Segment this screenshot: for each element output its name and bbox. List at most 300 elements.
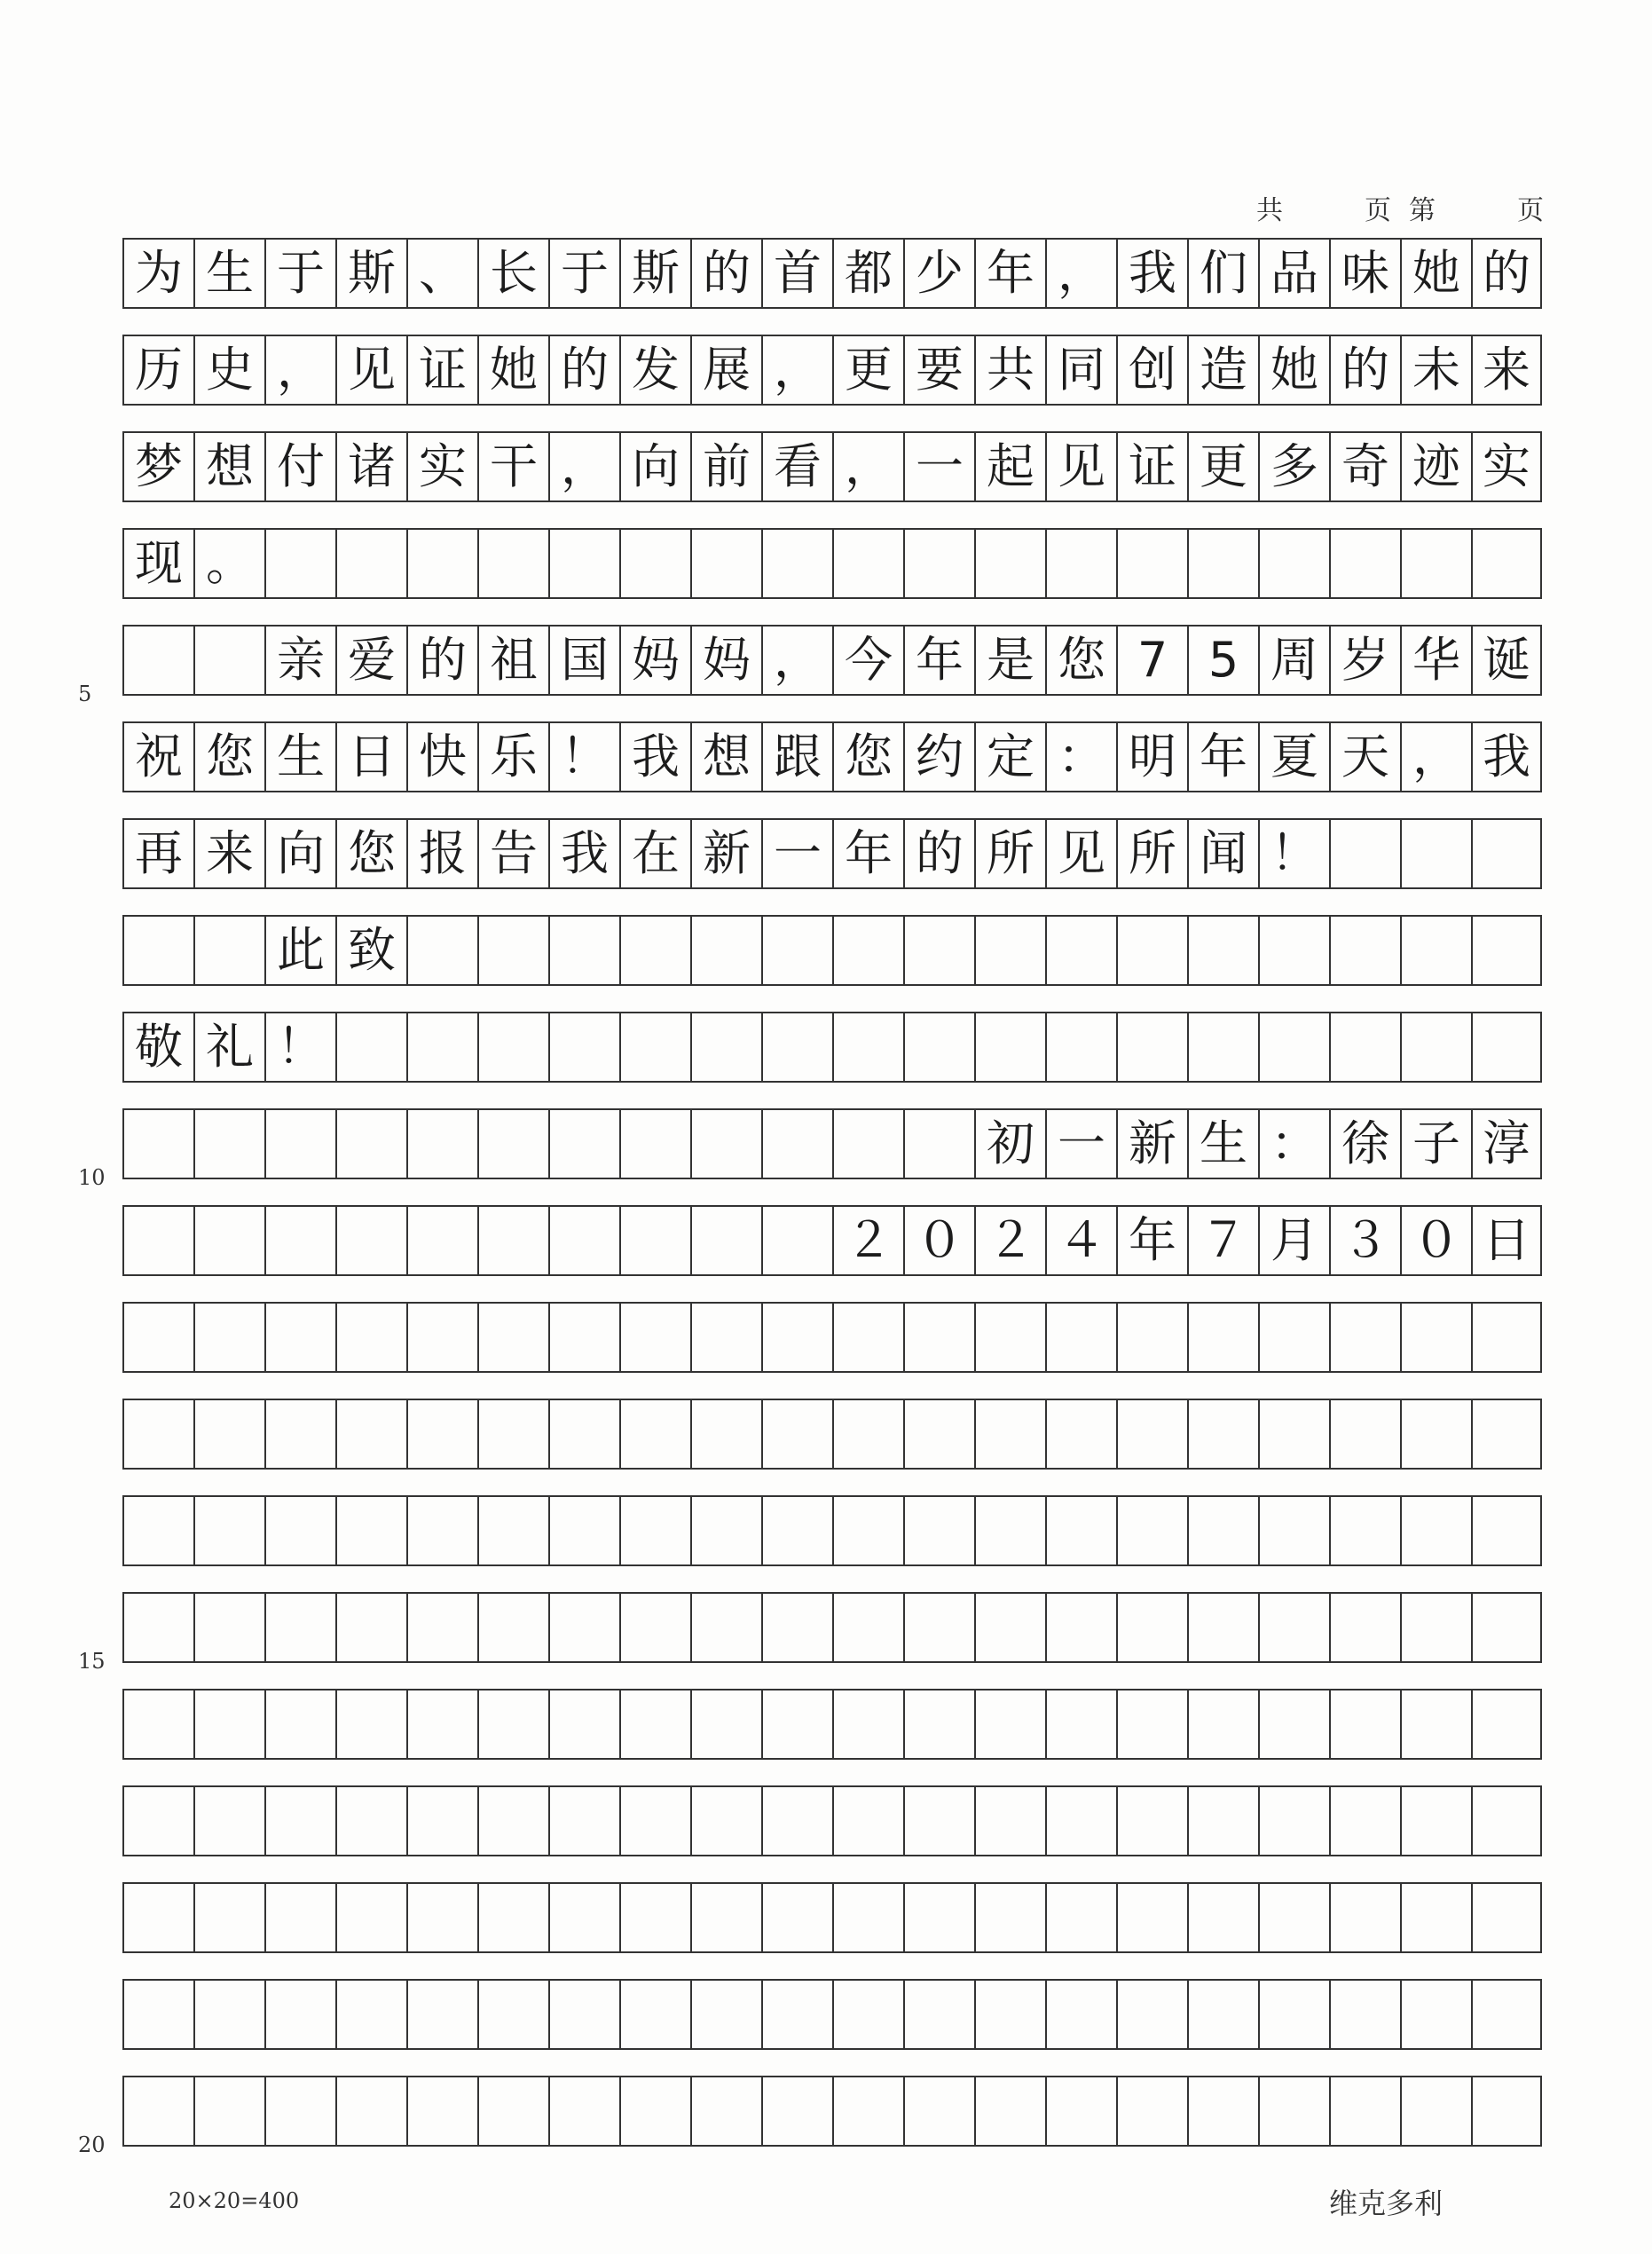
grid-cell	[1471, 917, 1542, 984]
grid-cell	[1187, 1594, 1258, 1661]
grid-cell	[903, 1594, 974, 1661]
grid-cell	[1187, 1690, 1258, 1758]
grid-cell: 祝	[122, 723, 193, 791]
grid-cell	[974, 1304, 1045, 1371]
grid-cell	[548, 1884, 619, 1951]
grid-cell: 亲	[264, 627, 335, 694]
grid-cell	[548, 1110, 619, 1178]
grid-cell	[690, 1013, 761, 1081]
grid-cell	[264, 1594, 335, 1661]
grid-cell: 初	[974, 1110, 1045, 1178]
grid-cell	[690, 1110, 761, 1178]
grid-cell: 她	[1258, 336, 1329, 404]
grid-cell: 淳	[1471, 1110, 1542, 1178]
grid-cell	[1400, 1013, 1471, 1081]
grid-cell	[1329, 1013, 1400, 1081]
grid-cell: 看	[761, 433, 832, 500]
grid-cell	[1116, 530, 1187, 597]
grid-cell	[1471, 1497, 1542, 1564]
grid-cell	[122, 1594, 193, 1661]
grid-cell	[974, 1400, 1045, 1468]
grid-cell: 生	[193, 240, 264, 307]
grid-cell: 月	[1258, 1207, 1329, 1274]
grid-cell	[122, 1207, 193, 1274]
grid-cell: 证	[406, 336, 477, 404]
grid-cell	[832, 530, 903, 597]
grid-cell	[122, 627, 193, 694]
grid-cell: ，	[761, 627, 832, 694]
grid-cell: 礼	[193, 1013, 264, 1081]
grid-cell: ！	[1258, 820, 1329, 887]
grid-cell: ：	[1258, 1110, 1329, 1178]
grid-cell	[1329, 1594, 1400, 1661]
grid-cell: 乐	[477, 723, 548, 791]
grid-cell	[193, 1594, 264, 1661]
grid-row	[122, 2076, 1542, 2147]
grid-cell: 快	[406, 723, 477, 791]
grid-cell	[1400, 1690, 1471, 1758]
grid-cell: 致	[335, 917, 406, 984]
grid-cell	[1258, 1787, 1329, 1855]
grid-cell	[832, 1594, 903, 1661]
grid-cell: 共	[974, 336, 1045, 404]
grid-cell	[122, 1981, 193, 2048]
grid-cell	[619, 2077, 690, 2145]
grid-cell	[548, 1594, 619, 1661]
grid-cell: 味	[1329, 240, 1400, 307]
grid-cell: 夏	[1258, 723, 1329, 791]
grid-cell: 生	[264, 723, 335, 791]
grid-cell	[1471, 530, 1542, 597]
grid-cell	[974, 917, 1045, 984]
grid-row	[122, 1785, 1542, 1856]
grid-cell	[548, 1981, 619, 2048]
grid-cell	[903, 1013, 974, 1081]
grid-cell	[832, 1013, 903, 1081]
grid-cell	[1400, 1400, 1471, 1468]
grid-cell	[1329, 1787, 1400, 1855]
grid-cell	[1187, 1400, 1258, 1468]
grid-cell	[477, 1594, 548, 1661]
grid-cell	[974, 1787, 1045, 1855]
grid-cell: 一	[903, 433, 974, 500]
grid-cell: 更	[1187, 433, 1258, 500]
grid-cell	[477, 2077, 548, 2145]
grid-cell	[122, 2077, 193, 2145]
grid-cell	[832, 1497, 903, 1564]
grid-cell	[406, 1110, 477, 1178]
grid-cell: 报	[406, 820, 477, 887]
grid-cell	[264, 1497, 335, 1564]
grid-cell	[264, 1110, 335, 1178]
grid-cell: 的	[1471, 240, 1542, 307]
grid-cell	[406, 1304, 477, 1371]
grid-cell	[903, 1304, 974, 1371]
grid-cell: 我	[619, 723, 690, 791]
grid-cell: 敬	[122, 1013, 193, 1081]
grid-cell	[761, 917, 832, 984]
grid-cell	[1116, 1013, 1187, 1081]
grid-cell	[1471, 820, 1542, 887]
grid-cell	[1471, 1981, 1542, 2048]
grid-cell	[1400, 530, 1471, 597]
grid-cell	[761, 2077, 832, 2145]
grid-cell	[761, 1110, 832, 1178]
grid-cell	[690, 1304, 761, 1371]
grid-cell	[406, 1690, 477, 1758]
grid-cell	[1471, 1690, 1542, 1758]
grid-cell	[1400, 1497, 1471, 1564]
grid-cell	[903, 1400, 974, 1468]
grid-cell	[122, 1304, 193, 1371]
grid-cell	[335, 1110, 406, 1178]
grid-cell: 前	[690, 433, 761, 500]
grid-cell	[690, 1884, 761, 1951]
grid-cell: ４	[1045, 1207, 1116, 1274]
grid-cell: 定	[974, 723, 1045, 791]
grid-cell	[1471, 1400, 1542, 1468]
grid-cell	[761, 530, 832, 597]
grid-cell: 我	[1471, 723, 1542, 791]
line-number: 15	[78, 1649, 106, 1674]
grid-cell	[193, 917, 264, 984]
grid-cell	[406, 1594, 477, 1661]
grid-cell: ！	[548, 723, 619, 791]
grid-cell	[1258, 1304, 1329, 1371]
grid-cell	[1187, 1013, 1258, 1081]
grid-cell	[690, 917, 761, 984]
grid-cell	[832, 1690, 903, 1758]
grid-cell	[1116, 1884, 1187, 1951]
grid-cell	[1116, 1594, 1187, 1661]
grid-cell	[264, 2077, 335, 2145]
grid-cell	[903, 1884, 974, 1951]
grid-cell: 长	[477, 240, 548, 307]
grid-cell	[1045, 1013, 1116, 1081]
grid-cell	[974, 1981, 1045, 2048]
grid-cell	[832, 2077, 903, 2145]
grid-cell	[335, 1981, 406, 2048]
grid-cell: 实	[406, 433, 477, 500]
grid-cell	[1471, 1884, 1542, 1951]
grid-cell	[477, 1884, 548, 1951]
grid-row	[122, 625, 1542, 696]
grid-cell: 新	[690, 820, 761, 887]
grid-cell: ３	[1329, 1207, 1400, 1274]
grid-cell	[335, 1690, 406, 1758]
grid-cell	[548, 530, 619, 597]
grid-cell	[193, 1497, 264, 1564]
grid-cell: 同	[1045, 336, 1116, 404]
grid-cell	[1045, 1884, 1116, 1951]
grid-cell: 您	[832, 723, 903, 791]
grid-cell: 诸	[335, 433, 406, 500]
grid-cell	[193, 1884, 264, 1951]
grid-cell: 史	[193, 336, 264, 404]
grid-cell: 想	[690, 723, 761, 791]
grid-cell: 您	[335, 820, 406, 887]
grid-cell: 我	[1116, 240, 1187, 307]
grid-cell	[122, 1690, 193, 1758]
grid-cell	[1045, 530, 1116, 597]
grid-cell: ，	[761, 336, 832, 404]
grid-row	[122, 1592, 1542, 1663]
grid-cell: 此	[264, 917, 335, 984]
grid-cell	[1116, 1400, 1187, 1468]
grid-cell: 品	[1258, 240, 1329, 307]
grid-cell: 干	[477, 433, 548, 500]
grid-cell	[1471, 1013, 1542, 1081]
grid-cell: 要	[903, 336, 974, 404]
grid-cell: 新	[1116, 1110, 1187, 1178]
grid-cell: 梦	[122, 433, 193, 500]
grid-cell	[903, 917, 974, 984]
grid-cell	[903, 1690, 974, 1758]
grid-cell: 造	[1187, 336, 1258, 404]
grid-cell: 首	[761, 240, 832, 307]
grid-row	[122, 238, 1542, 309]
grid-cell	[1258, 530, 1329, 597]
grid-cell	[1329, 1497, 1400, 1564]
grid-cell: 于	[548, 240, 619, 307]
grid-cell: 多	[1258, 433, 1329, 500]
grid-cell: 约	[903, 723, 974, 791]
grid-cell	[690, 1497, 761, 1564]
grid-cell	[193, 1787, 264, 1855]
grid-row	[122, 1205, 1542, 1276]
grid-cell: 妈	[690, 627, 761, 694]
grid-cell	[619, 1497, 690, 1564]
grid-cell	[477, 1304, 548, 1371]
grid-row	[122, 721, 1542, 792]
grid-cell	[974, 1497, 1045, 1564]
grid-cell	[122, 917, 193, 984]
grid-cell	[548, 1497, 619, 1564]
grid-cell: 想	[193, 433, 264, 500]
grid-cell	[619, 1884, 690, 1951]
grid-cell	[1258, 917, 1329, 984]
grid-cell: 国	[548, 627, 619, 694]
grid-cell	[406, 1787, 477, 1855]
grid-cell: 祖	[477, 627, 548, 694]
grid-cell: 更	[832, 336, 903, 404]
grid-row	[122, 431, 1542, 502]
grid-cell	[1400, 2077, 1471, 2145]
grid-cell	[903, 2077, 974, 2145]
grid-cell	[690, 1207, 761, 1274]
grid-cell	[832, 1400, 903, 1468]
grid-cell	[1045, 1304, 1116, 1371]
grid-cell	[1329, 530, 1400, 597]
grid-cell: 日	[335, 723, 406, 791]
grid-cell	[619, 1400, 690, 1468]
grid-cell	[832, 1981, 903, 2048]
grid-cell: 诞	[1471, 627, 1542, 694]
grid-cell	[903, 1787, 974, 1855]
grid-cell	[903, 530, 974, 597]
grid-cell	[1045, 1787, 1116, 1855]
grid-row	[122, 1882, 1542, 1953]
header-page-label-2: 页	[1517, 195, 1546, 226]
grid-cell	[122, 1400, 193, 1468]
grid-cell	[1116, 917, 1187, 984]
grid-cell	[477, 530, 548, 597]
grid-cell	[761, 1884, 832, 1951]
grid-cell	[193, 1304, 264, 1371]
grid-cell	[477, 1207, 548, 1274]
grid-cell	[690, 530, 761, 597]
grid-cell	[832, 1787, 903, 1855]
line-number: 20	[78, 2132, 106, 2157]
grid-cell	[548, 1400, 619, 1468]
grid-cell: 在	[619, 820, 690, 887]
grid-cell	[335, 1400, 406, 1468]
grid-cell: 5	[1187, 627, 1258, 694]
grid-cell	[1045, 1690, 1116, 1758]
grid-cell: 您	[1045, 627, 1116, 694]
grid-cell	[264, 1207, 335, 1274]
grid-cell: 付	[264, 433, 335, 500]
grid-cell: 年	[974, 240, 1045, 307]
grid-cell	[1187, 2077, 1258, 2145]
grid-cell: 闻	[1187, 820, 1258, 887]
grid-cell	[1329, 820, 1400, 887]
grid-cell: ０	[1400, 1207, 1471, 1274]
grid-cell	[619, 1594, 690, 1661]
grid-row	[122, 1302, 1542, 1373]
grid-cell: 见	[1045, 433, 1116, 500]
grid-cell	[193, 2077, 264, 2145]
grid-cell: 妈	[619, 627, 690, 694]
grid-cell	[1471, 1787, 1542, 1855]
grid-cell	[406, 1400, 477, 1468]
grid-cell	[974, 1594, 1045, 1661]
grid-cell: 年	[903, 627, 974, 694]
grid-cell: 子	[1400, 1110, 1471, 1178]
grid-cell	[264, 1787, 335, 1855]
grid-cell	[761, 1787, 832, 1855]
grid-cell	[477, 1400, 548, 1468]
grid-cell	[761, 1497, 832, 1564]
grid-cell: 起	[974, 433, 1045, 500]
grid-cell: 7	[1116, 627, 1187, 694]
grid-cell: 一	[761, 820, 832, 887]
grid-cell	[1329, 1690, 1400, 1758]
grid-cell	[690, 1981, 761, 2048]
grid-cell	[477, 1690, 548, 1758]
grid-cell	[1258, 1690, 1329, 1758]
header-number-label: 第	[1409, 195, 1437, 226]
grid-cell	[1116, 1304, 1187, 1371]
grid-cell: 今	[832, 627, 903, 694]
grid-cell: ：	[1045, 723, 1116, 791]
grid-cell	[335, 1884, 406, 1951]
grid-cell	[122, 1787, 193, 1855]
grid-cell: 向	[264, 820, 335, 887]
grid-cell	[903, 1110, 974, 1178]
grid-cell	[335, 1787, 406, 1855]
grid-cell: 向	[619, 433, 690, 500]
grid-cell: 的	[1329, 336, 1400, 404]
grid-cell	[406, 1207, 477, 1274]
grid-cell: ，	[548, 433, 619, 500]
grid-cell	[406, 1013, 477, 1081]
grid-cell	[974, 530, 1045, 597]
grid-cell	[761, 1690, 832, 1758]
grid-cell: 见	[335, 336, 406, 404]
grid-cell	[335, 1594, 406, 1661]
grid-cell	[619, 1207, 690, 1274]
grid-cell: 年	[1187, 723, 1258, 791]
grid-cell	[619, 1013, 690, 1081]
grid-cell	[193, 627, 264, 694]
grid-cell	[832, 917, 903, 984]
grid-cell	[122, 1110, 193, 1178]
grid-cell: 见	[1045, 820, 1116, 887]
grid-cell: 徐	[1329, 1110, 1400, 1178]
grid-cell	[548, 1690, 619, 1758]
grid-cell	[1258, 1594, 1329, 1661]
grid-cell: 奇	[1329, 433, 1400, 500]
grid-cell	[1258, 1400, 1329, 1468]
grid-cell	[335, 1207, 406, 1274]
grid-cell: 所	[1116, 820, 1187, 887]
grid-cell	[193, 1690, 264, 1758]
grid-cell: 是	[974, 627, 1045, 694]
grid-cell	[264, 530, 335, 597]
grid-cell: 迹	[1400, 433, 1471, 500]
grid-cell	[761, 1981, 832, 2048]
grid-cell	[1471, 2077, 1542, 2145]
grid-cell	[619, 1110, 690, 1178]
grid-cell	[477, 1497, 548, 1564]
grid-cell	[406, 1884, 477, 1951]
grid-row	[122, 915, 1542, 986]
grid-cell: 创	[1116, 336, 1187, 404]
grid-cell	[1400, 917, 1471, 984]
grid-cell	[619, 1981, 690, 2048]
grid-cell	[1187, 530, 1258, 597]
grid-cell	[903, 1981, 974, 2048]
grid-cell	[1187, 1304, 1258, 1371]
grid-cell	[1116, 1690, 1187, 1758]
grid-cell: 斯	[619, 240, 690, 307]
grid-cell: ２	[832, 1207, 903, 1274]
grid-cell	[1187, 917, 1258, 984]
grid-cell	[1116, 1981, 1187, 2048]
grid-cell	[477, 1110, 548, 1178]
grid-cell	[1116, 1787, 1187, 1855]
grid-cell: 天	[1329, 723, 1400, 791]
grid-cell	[548, 1787, 619, 1855]
grid-cell	[264, 1304, 335, 1371]
grid-row	[122, 528, 1542, 599]
grid-cell: 生	[1187, 1110, 1258, 1178]
grid-cell	[1258, 1013, 1329, 1081]
grid-cell	[1187, 1981, 1258, 2048]
grid-cell: 展	[690, 336, 761, 404]
grid-cell	[406, 1981, 477, 2048]
grid-cell	[1258, 2077, 1329, 2145]
grid-cell	[832, 1304, 903, 1371]
grid-cell	[193, 1207, 264, 1274]
grid-cell	[1116, 2077, 1187, 2145]
grid-cell: 实	[1471, 433, 1542, 500]
grid-cell	[406, 2077, 477, 2145]
grid-cell	[1329, 917, 1400, 984]
grid-cell	[1258, 1981, 1329, 2048]
grid-cell: 的	[903, 820, 974, 887]
